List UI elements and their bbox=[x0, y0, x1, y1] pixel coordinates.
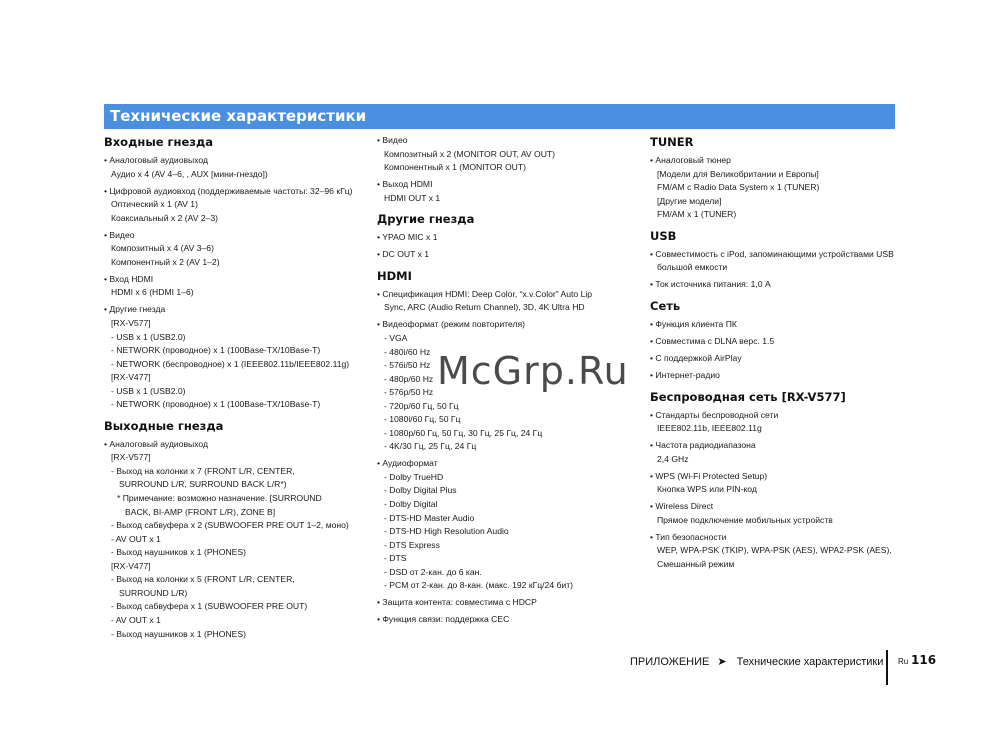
spec-detail: Кнопка WPS или PIN-код bbox=[657, 484, 757, 495]
page-number: 116 bbox=[911, 653, 937, 667]
spec-bullet: • Выход HDMI bbox=[377, 179, 433, 190]
spec-detail: Смешанный режим bbox=[657, 559, 735, 570]
spec-detail: [RX-V577] bbox=[111, 318, 151, 329]
spec-detail: [RX-V477] bbox=[111, 560, 151, 571]
spec-subitem: - DTS Express bbox=[384, 539, 440, 550]
spec-detail: Аудио x 4 (AV 4–6, , AUX [мини-гнездо]) bbox=[111, 168, 268, 179]
spec-bullet: • WPS (Wi-Fi Protected Setup) bbox=[650, 470, 768, 481]
spec-bullet: • Частота радиодиапазона bbox=[650, 440, 756, 451]
spec-bullet: • Цифровой аудиовход (поддерживаемые частоты: 32–96 кГц) bbox=[104, 185, 353, 196]
spec-bullet: • DC OUT x 1 bbox=[377, 249, 430, 260]
section-heading: USB bbox=[650, 228, 677, 243]
spec-bullet: • Аналоговый тюнер bbox=[650, 155, 731, 165]
spec-bullet: • Видеоформат (режим повторителя) bbox=[377, 319, 525, 330]
spec-detail: Прямое подключение мобильных устройств bbox=[657, 514, 833, 525]
spec-detail: IEEE802.11b, IEEE802.11g bbox=[657, 423, 762, 434]
spec-bullet: • Ток источника питания: 1,0 A bbox=[650, 279, 771, 290]
spec-detail: Коаксиальный x 2 (AV 2–3) bbox=[111, 212, 219, 223]
spec-subitem: - USB x 1 (USB2.0) bbox=[111, 331, 186, 342]
section-heading: HDMI bbox=[377, 268, 412, 283]
spec-subitem: - 4K/30 Гц, 25 Гц, 24 Гц bbox=[384, 441, 477, 452]
spec-subitem: - Dolby Digital bbox=[384, 499, 438, 510]
footer-breadcrumb bbox=[630, 654, 883, 670]
spec-subitem: - Выход сабвуфера x 1 (SUBWOOFER PRE OUT) bbox=[111, 601, 308, 612]
spec-subitem: - AV OUT x 1 bbox=[111, 533, 161, 544]
spec-bullet: • Совместима с DLNA верс. 1.5 bbox=[650, 335, 775, 346]
spec-bullet: • Защита контента: совместима с HDCP bbox=[377, 597, 537, 608]
spec-bullet: • Тип безопасности bbox=[650, 531, 727, 542]
spec-subitem-cont: SURROUND L/R, SURROUND BACK L/R*) bbox=[119, 479, 287, 490]
footer-language: Ru bbox=[898, 657, 909, 666]
spec-detail: Компонентный x 2 (AV 1–2) bbox=[111, 256, 220, 267]
footer-section: ПРИЛОЖЕНИЕ bbox=[630, 656, 710, 668]
spec-detail: Sync, ARC (Audio Return Channel), 3D, 4K Ultra HD bbox=[384, 302, 585, 313]
spec-subitem: - Выход наушников x 1 (PHONES) bbox=[111, 547, 246, 558]
spec-detail: WEP, WPA-PSK (TKIP), WPA-PSK (AES), WPA2-PSK (AES), bbox=[657, 545, 892, 556]
footer-divider bbox=[886, 650, 888, 685]
spec-detail: 2,4 GHz bbox=[657, 453, 689, 464]
spec-subitem-cont: SURROUND L/R) bbox=[119, 587, 188, 598]
spec-note-cont: BACK, BI-AMP (FRONT L/R), ZONE B] bbox=[125, 506, 276, 517]
spec-subitem: - Выход сабвуфера x 2 (SUBWOOFER PRE OUT 1–2, моно) bbox=[111, 520, 349, 531]
spec-subitem: - 1080p/60 Гц, 50 Гц, 30 Гц, 25 Гц, 24 Гц bbox=[384, 427, 543, 438]
spec-detail: [Другие модели] bbox=[657, 195, 722, 206]
spec-subitem: - PCM от 2-кан. до 8-кан. (макс. 192 кГц/24 бит) bbox=[384, 580, 574, 591]
spec-bullet: • С поддержкой AirPlay bbox=[650, 352, 742, 363]
spec-subitem: - Выход на колонки x 5 (FRONT L/R, CENTER, bbox=[111, 574, 295, 585]
spec-bullet: • Совместимость с iPod, запоминающими устройствами USB bbox=[650, 248, 894, 259]
spec-subitem: - 576i/50 Hz bbox=[384, 360, 431, 371]
spec-bullet: • Другие гнезда bbox=[104, 304, 166, 315]
spec-detail: Оптический x 1 (AV 1) bbox=[111, 199, 198, 210]
spec-bullet: • Аудиоформат bbox=[377, 458, 438, 469]
spec-subitem: - 480p/60 Hz bbox=[384, 373, 434, 384]
section-heading: Входные гнезда bbox=[104, 135, 214, 149]
spec-subitem: - 720p/60 Гц, 50 Гц bbox=[384, 400, 459, 411]
spec-bullet: • Аналоговый аудиовыход bbox=[104, 155, 209, 165]
spec-subitem: - Выход наушников x 1 (PHONES) bbox=[111, 628, 246, 639]
spec-bullet: • Видео bbox=[377, 135, 408, 145]
spec-detail: HDMI OUT x 1 bbox=[384, 192, 441, 203]
spec-subitem: - DSD от 2-кан. до 6 кан. bbox=[384, 566, 482, 577]
section-heading: Другие гнезда bbox=[377, 212, 475, 227]
spec-subitem: - USB x 1 (USB2.0) bbox=[111, 385, 186, 396]
section-heading: Выходные гнезда bbox=[104, 418, 224, 433]
spec-bullet: • Wireless Direct bbox=[650, 501, 714, 512]
spec-detail: Композитный x 2 (MONITOR OUT, AV OUT) bbox=[384, 148, 556, 159]
watermark: McGrp.Ru bbox=[437, 349, 629, 393]
spec-detail: Компонентный x 1 (MONITOR OUT) bbox=[384, 162, 526, 173]
spec-subitem: - Dolby TrueHD bbox=[384, 471, 444, 482]
spec-bullet: • Спецификация HDMI: Deep Color, “x.v.Color” Auto Lip bbox=[377, 288, 593, 299]
spec-subitem: - NETWORK (проводное) x 1 (100Base-TX/10Base-T) bbox=[111, 399, 321, 410]
spec-detail: [Модели для Великобритании и Европы] bbox=[657, 168, 819, 179]
spec-subitem: - 480i/60 Hz bbox=[384, 346, 431, 357]
spec-bullet: • Аналоговый аудиовыход bbox=[104, 438, 209, 449]
spec-subitem: - Выход на колонки x 7 (FRONT L/R, CENTER, bbox=[111, 465, 295, 476]
page-title: Технические характеристики bbox=[110, 107, 367, 125]
spec-subitem: - 576p/50 Hz bbox=[384, 387, 434, 398]
spec-bullet: • Функция клиента ПК bbox=[650, 318, 737, 329]
spec-note: * Примечание: возможно назначение. [SURROUND bbox=[117, 493, 322, 504]
spec-detail: Композитный x 4 (AV 3–6) bbox=[111, 243, 214, 254]
title-banner bbox=[104, 104, 895, 129]
spec-subitem: - AV OUT x 1 bbox=[111, 614, 161, 625]
spec-detail: [RX-V477] bbox=[111, 372, 151, 383]
section-heading: Сеть bbox=[650, 298, 681, 313]
section-heading: Беспроводная сеть [RX-V577] bbox=[650, 389, 846, 404]
spec-subitem: - Dolby Digital Plus bbox=[384, 485, 457, 496]
spec-detail: FM/AM x 1 (TUNER) bbox=[657, 209, 737, 220]
spec-subitem: - NETWORK (беспроводное) x 1 (IEEE802.11b/IEEE802.11g) bbox=[111, 358, 350, 369]
spec-bullet: • YPAO MIC x 1 bbox=[377, 232, 438, 243]
spec-detail: [RX-V577] bbox=[111, 452, 151, 463]
spec-column-3 bbox=[650, 134, 900, 572]
spec-detail: FM/AM с Radio Data System x 1 (TUNER) bbox=[657, 182, 820, 193]
spec-bullet: • Стандарты беспроводной сети bbox=[650, 409, 779, 420]
spec-subitem: - DTS-HD Master Audio bbox=[384, 512, 475, 523]
spec-subitem: - VGA bbox=[384, 332, 408, 343]
spec-bullet: • Вход HDMI bbox=[104, 273, 154, 284]
arrow-right-icon: ➤ bbox=[717, 656, 727, 668]
spec-bullet: • Интернет-радио bbox=[650, 370, 720, 381]
spec-subitem: - NETWORK (проводное) x 1 (100Base-TX/10Base-T) bbox=[111, 345, 321, 356]
spec-subitem: - DTS bbox=[384, 553, 407, 564]
spec-bullet: • Видео bbox=[104, 229, 135, 240]
spec-detail: большой емкости bbox=[657, 262, 728, 273]
footer-page-name: Технические характеристики bbox=[736, 656, 884, 668]
spec-bullet: • Функция связи: поддержка CEC bbox=[377, 614, 510, 625]
section-heading: TUNER bbox=[650, 135, 694, 149]
spec-subitem: - 1080i/60 Гц, 50 Гц bbox=[384, 414, 461, 425]
spec-column-1 bbox=[104, 134, 362, 641]
spec-detail: HDMI x 6 (HDMI 1–6) bbox=[111, 287, 194, 298]
spec-subitem: - DTS-HD High Resolution Audio bbox=[384, 526, 509, 537]
